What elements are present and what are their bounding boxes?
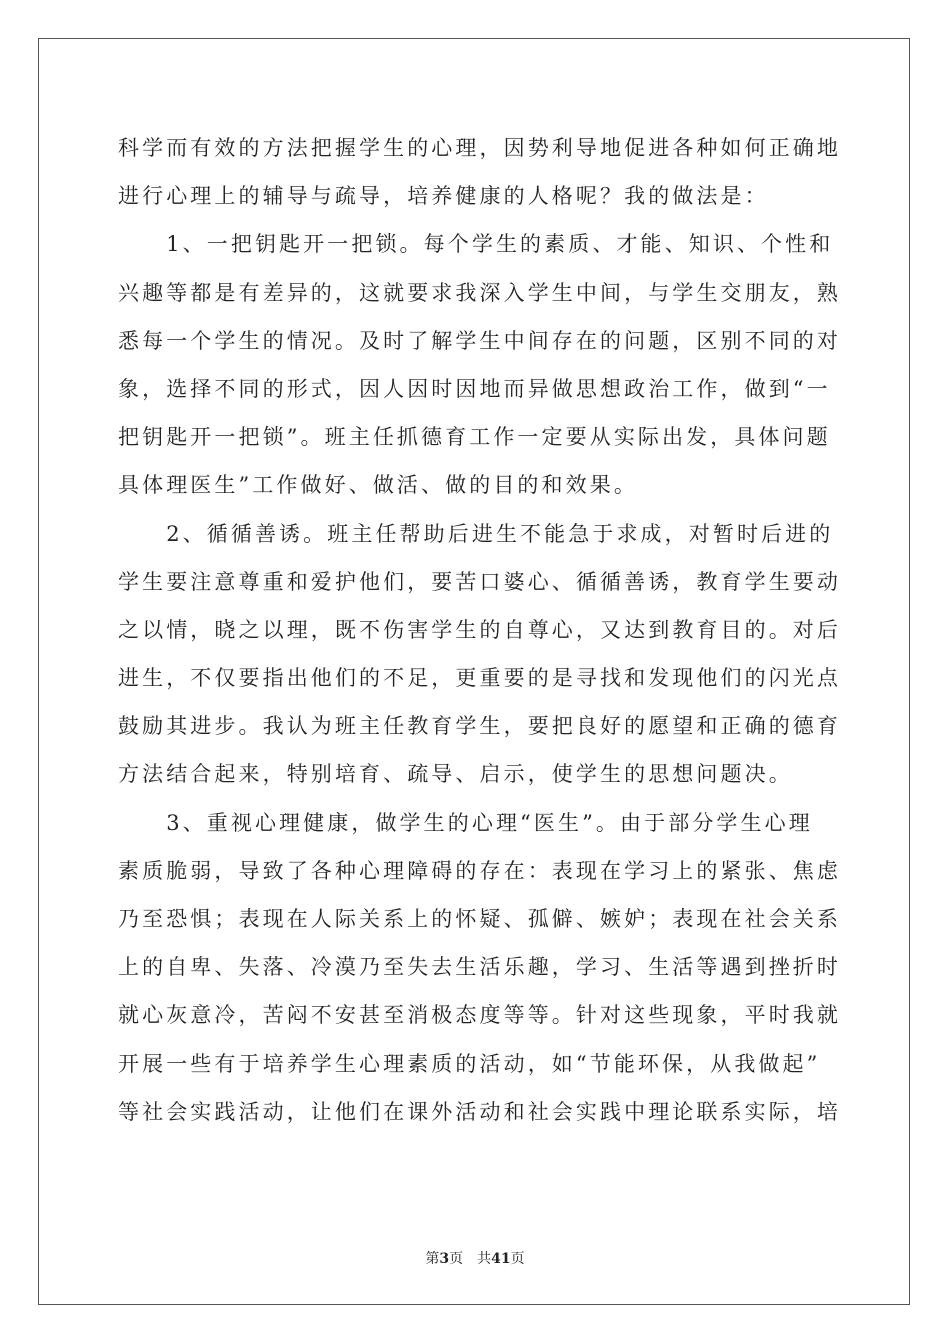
text-line: 鼓励其进步。我认为班主任教育学生，要把良好的愿望和正确的德育: [118, 714, 841, 739]
page-suffix: 页: [449, 1251, 464, 1267]
text-line: 乃至恐惧；表现在人际关系上的怀疑、孤僻、嫉妒；表现在社会关系: [118, 907, 841, 931]
text-line: 就心灰意冷，苦闷不安甚至消极态度等等。针对这些现象，平时我就: [118, 1003, 841, 1028]
text-line: 开展一些有于培养学生心理素质的活动，如“节能环保，从我做起”: [118, 1051, 821, 1076]
text-line: 素质脆弱，导致了各种心理障碍的存在：表现在学习上的紧张、焦虑: [118, 858, 841, 883]
text-line: 具体理医生”工作做好、做活、做的目的和效果。: [118, 473, 638, 498]
text-line: 象，选择不同的形式，因人因时因地而异做思想政治工作，做到“一: [118, 376, 831, 401]
text-line: 3、重视心理健康，做学生的心理“医生”。由于部分学生心理: [118, 810, 813, 835]
document-body: [118, 124, 841, 1136]
text-line: 学生要注意尊重和爱护他们，要苦口婆心、循循善诱，教育学生要动: [118, 569, 841, 594]
text-line: 等社会实践活动，让他们在课外活动和社会实践中理论联系实际，培: [118, 1099, 841, 1124]
text-line: 科学而有效的方法把握学生的心理，因势利导地促进各种如何正确地: [118, 136, 841, 160]
text-line: 2、循循善诱。班主任帮助后进生不能急于求成，对暂时后进的: [118, 521, 834, 546]
text-line: 悉每一个学生的情况。及时了解学生中间存在的问题，区别不同的对: [118, 328, 841, 353]
text-line: 进行心理上的辅导与疏导，培养健康的人格呢？我的做法是：: [118, 184, 769, 209]
page-prefix: 第: [425, 1251, 440, 1267]
text-line: 上的自卑、失落、冷漠乃至失去生活乐趣，学习、生活等遇到挫折时: [118, 955, 841, 980]
total-suffix: 页: [510, 1251, 525, 1267]
total-pages-number: 41: [491, 1251, 511, 1267]
page-footer: [0, 1248, 950, 1268]
current-page-number: 3: [439, 1251, 450, 1267]
text-line: 之以情，晓之以理，既不伤害学生的自尊心，又达到教育目的。对后: [118, 617, 841, 642]
text-line: 兴趣等都是有差异的，这就要求我深入学生中间，与学生交朋友，熟: [118, 280, 841, 305]
text-line: 把钥匙开一把锁”。班主任抓德育工作一定要从实际出发，具体问题: [118, 425, 831, 450]
text-line: 1、一把钥匙开一把锁。每个学生的素质、才能、知识、个性和: [118, 232, 834, 257]
total-prefix: 共: [477, 1251, 492, 1267]
text-line: 进生，不仅要指出他们的不足，更重要的是寻找和发现他们的闪光点: [118, 666, 841, 691]
text-line: 方法结合起来，特别培育、疏导、启示，使学生的思想问题决。: [118, 762, 793, 787]
